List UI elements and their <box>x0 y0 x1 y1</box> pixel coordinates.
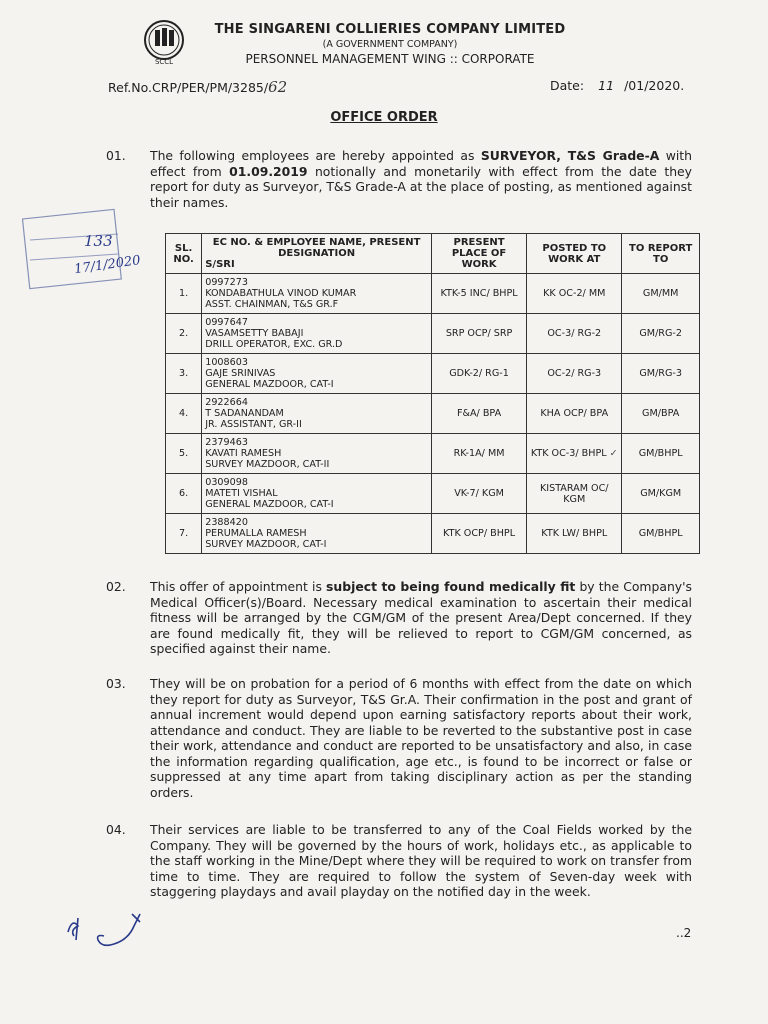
employee-cell: 0997273 KONDABATHULA VINOD KUMAR ASST. CHAINMAN, T&S GR.F <box>202 274 432 314</box>
svg-text:SCCL: SCCL <box>154 58 174 66</box>
employee-table <box>165 233 700 554</box>
table-header-row <box>166 234 700 274</box>
svg-text:133: 133 <box>84 232 113 250</box>
employee-cell: 0997647 VASAMSETTY BABAJI DRILL OPERATOR, EXC. GR.D <box>202 314 432 354</box>
para-02: This offer of appointment is subject to being found medically fit by the Company's Medical Officer(s)/Board. Necessary medical examination to ascertain their medical fitness will be arranged by the CGM/GM of the present Area/Dept concerned. If they are found medically fit, they will be relieved to report to CGM/GM concerned, as specified against their name. <box>150 579 693 656</box>
table-row: 6. 0309098 MATETI VISHAL GENERAL MAZDOOR, CAT-I VK-7/ KGM KISTARAM OC/ KGM GM/KGM <box>166 474 700 514</box>
para-04-number: 04. <box>106 822 126 837</box>
employee-cell: 0309098 MATETI VISHAL GENERAL MAZDOOR, CAT-I <box>202 474 432 514</box>
employee-cell: 2922664 T SADANANDAM JR. ASSISTANT, GR-II <box>202 394 432 434</box>
reference-number: Ref.No.CRP/PER/PM/3285/62 <box>108 78 288 96</box>
letterhead <box>190 22 590 66</box>
employee-cell: 2388420 PERUMALLA RAMESH SURVEY MAZDOOR, CAT-I <box>202 514 432 554</box>
para-01: The following employees are hereby appointed as SURVEYOR, T&S Grade-A with effect from 01.09.2019 notionally and monetarily with effect from the date they report for duty as Surveyor, T&S Grade-A at the place of posting, as mentioned against their names. <box>150 148 693 210</box>
table-row: 2. 0997647 VASAMSETTY BABAJI DRILL OPERATOR, EXC. GR.D SRP OCP/ SRP OC-3/ RG-2 GM/RG-2 <box>166 314 700 354</box>
employee-cell: 1008603 GAJE SRINIVAS GENERAL MAZDOOR, CAT-I <box>202 354 432 394</box>
svg-text:17/1/2020: 17/1/2020 <box>73 253 142 278</box>
para-01-number: 01. <box>106 148 126 163</box>
para-04: Their services are liable to be transferred to any of the Coal Fields worked by the Company. They will be governed by the hours of work, holidays etc., as applicable to the staff working in the Mine/Dept where they will be required to work on transfer from time to time. They are required to follow the system of Seven-day week with staggering playdays and avail playday on the notified day in the week. <box>150 822 692 899</box>
table-row: 7. 2388420 PERUMALLA RAMESH SURVEY MAZDOOR, CAT-I KTK OCP/ BHPL KTK LW/ BHPL GM/BHPL <box>166 514 700 554</box>
col-employee: EC NO. & EMPLOYEE NAME, PRESENT DESIGNATION S/SRI <box>202 234 432 274</box>
handwritten-day: 11 <box>598 78 615 93</box>
company-type: (A GOVERNMENT COMPANY) <box>322 39 458 50</box>
page-continuation: ..2 <box>676 926 692 940</box>
col-sl-no: SL. NO. <box>166 234 202 274</box>
handwritten-initials <box>60 910 160 960</box>
company-name: THE SINGARENI COLLIERIES COMPANY LIMITED <box>214 22 566 37</box>
department-wing: PERSONNEL MANAGEMENT WING :: CORPORATE <box>245 52 535 66</box>
tick-mark-icon: ✓ <box>609 448 618 459</box>
receipt-stamp <box>22 200 152 295</box>
handwritten-ref-suffix: 62 <box>268 78 288 96</box>
employee-cell: 2379463 KAVATI RAMESH SURVEY MAZDOOR, CAT-II <box>202 434 432 474</box>
table-row: 1. 0997273 KONDABATHULA VINOD KUMAR ASST. CHAINMAN, T&S GR.F KTK-5 INC/ BHPL KK OC-2/ MM GM/MM <box>166 274 700 314</box>
sccl-logo <box>140 18 188 66</box>
col-present-place: PRESENT PLACE OF WORK <box>431 234 526 274</box>
table-row: 5. 2379463 KAVATI RAMESH SURVEY MAZDOOR, CAT-II RK-1A/ MM KTK OC-3/ BHPL ✓ GM/BHPL <box>166 434 700 474</box>
para-02-number: 02. <box>106 579 126 594</box>
para-03-number: 03. <box>106 676 126 691</box>
col-report-to: TO REPORT TO <box>622 234 700 274</box>
order-date: Date: 11 /01/2020. <box>550 78 685 93</box>
table-row: 3. 1008603 GAJE SRINIVAS GENERAL MAZDOOR, CAT-I GDK-2/ RG-1 OC-2/ RG-3 GM/RG-3 <box>166 354 700 394</box>
para-03: They will be on probation for a period of 6 months with effect from the date on which they report for duty as Surveyor, T&S Gr.A. Their confirmation in the post and grant of annual increment would depend upon earning satisfactory reports about their work, attendance and conduct. They are liable to be reverted to the substantive post in case their work, attendance and conduct are reported to be unsatisfactory and also, in case the information regarding qualification, age etc., is found to be incorrect or false or suppressed at any time apart from taking disciplinary action as per the standing orders. <box>150 676 692 800</box>
col-posted-to: POSTED TO WORK AT <box>527 234 622 274</box>
document-title: OFFICE ORDER <box>330 110 438 125</box>
table-row: 4. 2922664 T SADANANDAM JR. ASSISTANT, GR-II F&A/ BPA KHA OCP/ BPA GM/BPA <box>166 394 700 434</box>
